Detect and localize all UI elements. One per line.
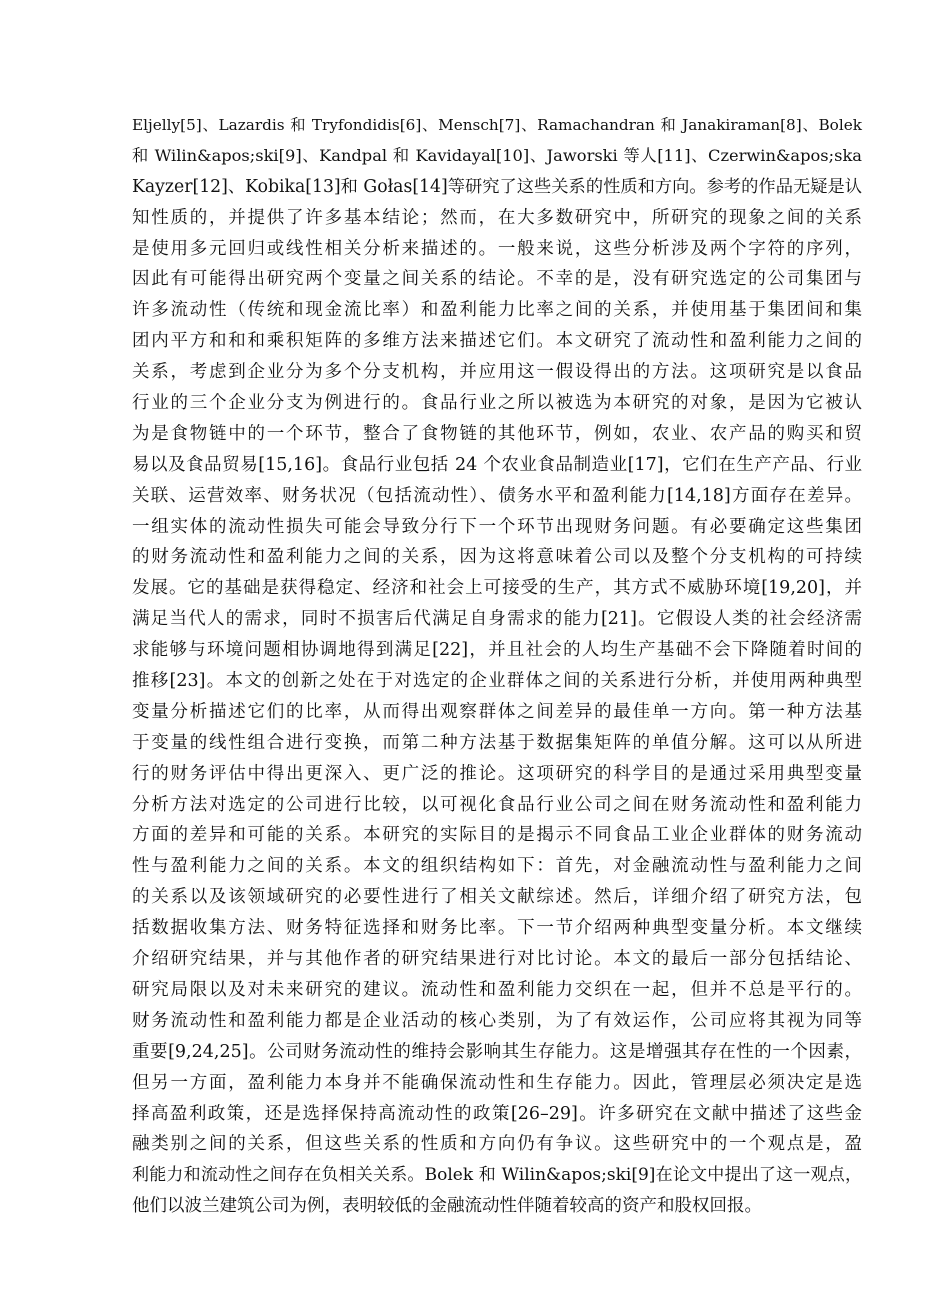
text-line-25: 性与盈利能力之间的关系。本文的组织结构如下：首先，对金融流动性与盈利能力之间 bbox=[132, 856, 862, 877]
text-line-27: 括数据收集方法、财务特征选择和财务比率。下一节介绍两种典型变量分析。本文继续 bbox=[132, 918, 862, 939]
text-line-19: 推移[23]。本文的创新之处在于对选定的企业群体之间的关系进行分析，并使用两种典型 bbox=[132, 671, 862, 692]
text-line-14: 一组实体的流动性损失可能会导致分行下一个环节出现财务问题。有必要确定这些集团 bbox=[132, 516, 862, 537]
text-line-3: Kayzer[12]、Kobika[13]和 Gołas[14]等研究了这些关系的性质和方向。参考的作品无疑是认 bbox=[132, 176, 862, 197]
body-paragraph bbox=[132, 110, 862, 1222]
text-line-6: 因此有可能得出研究两个变量之间关系的结论。不幸的是，没有研究选定的公司集团与 bbox=[132, 269, 862, 290]
text-line-22: 行的财务评估中得出更深入、更广泛的推论。这项研究的科学目的是通过采用典型变量 bbox=[132, 763, 862, 784]
text-line-36: 他们以波兰建筑公司为例，表明较低的金融流动性伴随着较高的资产和股权回报。 bbox=[132, 1196, 762, 1217]
text-line-11: 为是食物链中的一个环节，整合了食物链的其他环节，例如，农业、农产品的购买和贸 bbox=[132, 423, 862, 444]
text-line-32: 但另一方面，盈利能力本身并不能确保流动性和生存能力。因此，管理层必须决定是选 bbox=[132, 1072, 862, 1093]
text-line-12: 易以及食品贸易[15,16]。食品行业包括 24 个农业食品制造业[17]，它们在生产产品、行业 bbox=[132, 454, 862, 475]
text-line-34: 融类别之间的关系，但这些关系的性质和方向仍有争议。这些研究中的一个观点是，盈 bbox=[132, 1134, 862, 1155]
text-line-26: 的关系以及该领域研究的必要性进行了相关文献综述。然后，详细介绍了研究方法，包 bbox=[132, 887, 862, 908]
text-line-16: 发展。它的基础是获得稳定、经济和社会上可接受的生产，其方式不威胁环境[19,20]，并 bbox=[132, 578, 862, 599]
text-line-7: 许多流动性（传统和现金流比率）和盈利能力比率之间的关系，并使用基于集团间和集 bbox=[132, 300, 862, 321]
text-line-35: 利能力和流动性之间存在负相关关系。Bolek 和 Wilin&apos;ski[9]在论文中提出了这一观点， bbox=[132, 1165, 862, 1186]
text-line-31: 重要[9,24,25]。公司财务流动性的维持会影响其生存能力。这是增强其存在性的一个因素， bbox=[132, 1041, 862, 1062]
text-line-23: 分析方法对选定的公司进行比较，以可视化食品行业公司之间在财务流动性和盈利能力 bbox=[132, 794, 862, 815]
text-line-24: 方面的差异和可能的关系。本研究的实际目的是揭示不同食品工业企业群体的财务流动 bbox=[132, 825, 862, 846]
text-line-9: 关系，考虑到企业分为多个分支机构，并应用这一假设得出的方法。这项研究是以食品 bbox=[132, 362, 862, 383]
text-line-2: 和 Wilin&apos;ski[9]、Kandpal 和 Kavidayal[10]、Jaworski 等人[11]、Czerwin&apos;ska bbox=[132, 145, 862, 165]
text-line-10: 行业的三个企业分支为例进行的。食品行业之所以被选为本研究的对象，是因为它被认 bbox=[132, 393, 862, 414]
text-line-1: Eljelly[5]、Lazardis 和 Tryfondidis[6]、Mensch[7]、Ramachandran 和 Janakiraman[8]、Bolek bbox=[132, 116, 862, 134]
text-line-29: 研究局限以及对未来研究的建议。流动性和盈利能力交织在一起，但并不总是平行的。 bbox=[132, 979, 862, 1000]
text-line-15: 的财务流动性和盈利能力之间的关系，因为这将意味着公司以及整个分支机构的可持续 bbox=[132, 547, 862, 568]
text-line-30: 财务流动性和盈利能力都是企业活动的核心类别，为了有效运作，公司应将其视为同等 bbox=[132, 1010, 862, 1031]
text-line-8: 团内平方和和和乘积矩阵的多维方法来描述它们。本文研究了流动性和盈利能力之间的 bbox=[132, 331, 862, 352]
text-line-33: 择高盈利政策，还是选择保持高流动性的政策[26–29]。许多研究在文献中描述了这些金 bbox=[132, 1103, 862, 1124]
text-line-28: 介绍研究结果，并与其他作者的研究结果进行对比讨论。本文的最后一部分包括结论、 bbox=[132, 949, 862, 970]
text-line-4: 知性质的，并提供了许多基本结论；然而，在大多数研究中，所研究的现象之间的关系 bbox=[132, 207, 862, 228]
text-line-20: 变量分析描述它们的比率，从而得出观察群体之间差异的最佳单一方向。第一种方法基 bbox=[132, 701, 862, 722]
text-line-5: 是使用多元回归或线性相关分析来描述的。一般来说，这些分析涉及两个字符的序列， bbox=[132, 238, 862, 259]
text-line-13: 关联、运营效率、财务状况（包括流动性）、债务水平和盈利能力[14,18]方面存在差异。 bbox=[132, 485, 862, 506]
text-line-17: 满足当代人的需求，同时不损害后代满足自身需求的能力[21]。它假设人类的社会经济需 bbox=[132, 609, 862, 630]
text-line-21: 于变量的线性组合进行变换，而第二种方法基于数据集矩阵的单值分解。这可以从所进 bbox=[132, 732, 862, 753]
text-line-18: 求能够与环境问题相协调地得到满足[22]，并且社会的人均生产基础不会下降随着时间的 bbox=[132, 640, 862, 661]
